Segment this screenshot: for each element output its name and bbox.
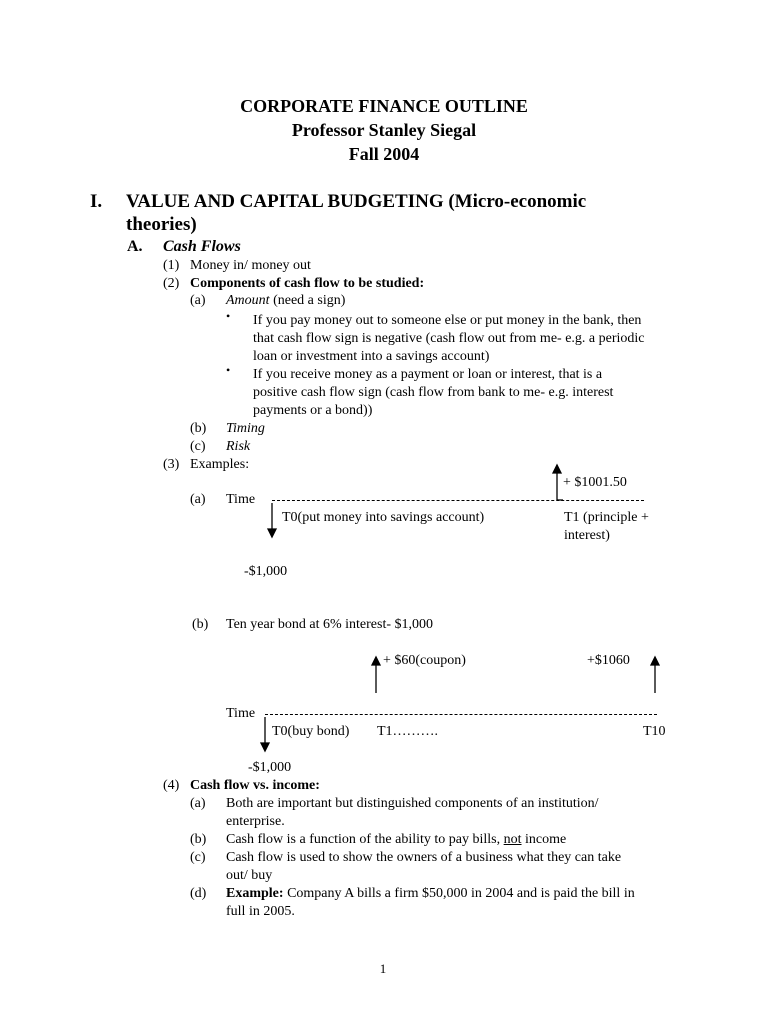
example-b-outflow: -$1,000 — [248, 760, 292, 775]
item-4c-line: out/ buy — [226, 868, 273, 883]
item-2c-text: Risk — [226, 439, 251, 454]
example-a-time-label: Time — [226, 492, 256, 507]
example-b-t0-label: T0(buy bond) — [272, 724, 350, 739]
example-b-text: Ten year bond at 6% interest- $1,000 — [226, 617, 434, 632]
item-4d-number: (d) — [190, 886, 207, 901]
item-2b-text: Timing — [226, 421, 265, 436]
item-2-text: Components of cash flow to be studied: — [190, 276, 425, 291]
example-a-inflow: + $1001.50 — [563, 475, 627, 490]
item-4b-text — [226, 833, 566, 847]
item-3-text: Examples: — [190, 457, 250, 472]
item-2c-number: (c) — [190, 439, 206, 454]
item-3-number: (3) — [163, 457, 180, 472]
item-4c-line: Cash flow is used to show the owners of a business what they can take — [226, 850, 622, 865]
item-4a-line: enterprise. — [226, 814, 285, 829]
bullet-2-line: positive cash flow sign (cash flow from bank to me- e.g. interest — [253, 385, 614, 400]
item-4b-text-pre: Cash flow is a function of the ability to pay bills, — [226, 832, 504, 847]
document-title: CORPORATE FINANCE OUTLINE — [240, 96, 528, 116]
amount-label: Amount — [226, 293, 270, 308]
item-4b-text-post: income — [521, 832, 567, 847]
item-4d-line: full in 2005. — [226, 904, 295, 919]
bullet-1-line: If you pay money out to someone else or put money in the bank, then — [253, 313, 642, 328]
section-title-line2: theories) — [126, 214, 197, 235]
item-2b-number: (b) — [190, 421, 207, 436]
example-a-outflow: -$1,000 — [244, 564, 288, 579]
example-b-time-label: Time — [226, 706, 256, 721]
example-b-coupon: + $60(coupon) — [383, 653, 466, 668]
bullet-2-line: payments or a bond)) — [253, 403, 373, 418]
item-4d-example-label: Example: — [226, 886, 284, 901]
up-arrow-head-icon — [553, 465, 561, 473]
item-2-number: (2) — [163, 276, 180, 291]
section-title-line1: VALUE AND CAPITAL BUDGETING (Micro-economic — [126, 191, 587, 212]
example-b-t1-label: T1………. — [377, 724, 439, 739]
bullet-1-icon: • — [226, 309, 231, 323]
item-4a-number: (a) — [190, 796, 206, 811]
item-2a-number: (a) — [190, 293, 206, 308]
item-1-text: Money in/ money out — [190, 258, 311, 273]
section-number: I. — [90, 191, 103, 212]
bullet-1-line: that cash flow sign is negative (cash flow out from me- e.g. a periodic — [253, 331, 645, 346]
item-4a-line: Both are important but distinguished components of an institution/ — [226, 796, 599, 811]
item-4d-line1: Company A bills a firm $50,000 in 2004 and is paid the bill in — [283, 886, 635, 901]
subsection-title: Cash Flows — [163, 238, 241, 255]
subsection-letter: A. — [127, 238, 143, 255]
bullet-2-line: If you receive money as a payment or loan or interest, that is a — [253, 367, 603, 382]
example-a-number: (a) — [190, 492, 206, 507]
example-b-final-payment: +$1060 — [587, 653, 630, 668]
example-b-t10-label: T10 — [643, 724, 666, 739]
example-a-t1-label-cont: interest) — [564, 528, 610, 543]
example-b-number: (b) — [192, 617, 209, 632]
example-a-t0-label: T0(put money into savings account) — [282, 510, 485, 525]
item-4-text: Cash flow vs. income: — [190, 778, 320, 793]
bullet-1-line: loan or investment into a savings account) — [253, 349, 490, 364]
term: Fall 2004 — [348, 144, 420, 164]
up-arrow-head-icon — [651, 657, 659, 665]
down-arrow-head-icon — [268, 529, 276, 537]
item-4c-number: (c) — [190, 850, 206, 865]
down-arrow-head-icon — [261, 743, 269, 751]
example-a-t1-label: T1 (principle + — [564, 510, 649, 525]
item-1-number: (1) — [163, 258, 180, 273]
item-4b-number: (b) — [190, 832, 207, 847]
page-number: 1 — [379, 961, 387, 976]
item-4b-text-underlined: not — [503, 832, 522, 847]
professor-name: Professor Stanley Siegal — [291, 120, 477, 140]
amount-note: (need a sign) — [269, 293, 346, 308]
up-arrow-head-icon — [372, 657, 380, 665]
bullet-2-icon: • — [226, 363, 231, 377]
item-4-number: (4) — [163, 778, 180, 793]
item-4d-line — [226, 887, 635, 901]
